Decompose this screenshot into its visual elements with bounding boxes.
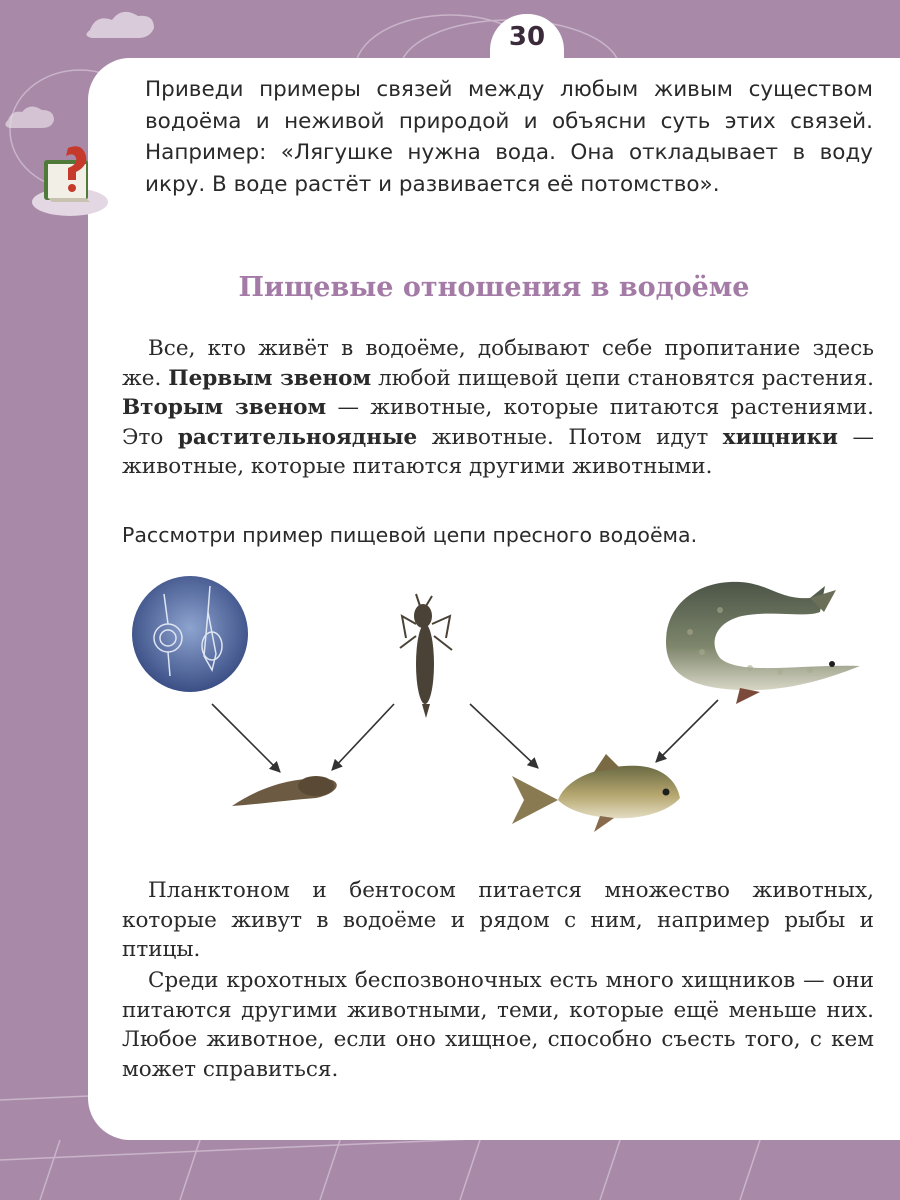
paragraph-predators: Среди крохотных беспозвоночных есть много хищников — они питаются другими животными, теми, которые ещё меньше них. Любое животное, если оно хищное, способно съесть того, с кем может справиться. [122, 968, 874, 1082]
arrow-pike-to-carp [656, 700, 718, 762]
page-number: 30 [508, 22, 546, 52]
arrow-larva-to-tadpole [332, 704, 394, 770]
task-text: Приведи примеры связей между любым живым существом водоёма и неживой природой и объясни суть этих связей. Например: «Лягушке нужна вода. Она откладывает в воду икру. В воде растёт и развивается её потомство». [145, 77, 873, 197]
bold-term-first-link: Первым звеном [168, 365, 372, 391]
text-run: — животные, которые питаются растениями. Это [122, 395, 874, 450]
question-book-icon [26, 140, 108, 218]
paragraph-food-chain-intro [122, 334, 874, 482]
plankton-image [132, 576, 248, 692]
bold-term-herbivores: растительноядные [177, 424, 418, 450]
text-run: животные. Потом идут [417, 424, 723, 450]
food-chain-illustration [120, 572, 880, 862]
tadpole-image [232, 776, 337, 806]
carp-image [512, 754, 680, 832]
text-run: Все, кто живёт в водоёме, добывают себе пропитание здесь же. [122, 336, 874, 391]
consider-instruction: Рассмотри пример пищевой цепи пресного водоёма. [122, 523, 698, 547]
bold-term-second-link: Вторым звеном [122, 395, 327, 420]
dragonfly-larva-image [400, 594, 452, 718]
arrow-larva-to-carp [470, 704, 538, 768]
pike-image [666, 582, 860, 704]
section-title: Пищевые отношения в водоёме [238, 272, 750, 303]
bold-term-predators: хищники [722, 424, 838, 450]
paragraph-plankton: Планктоном и бентосом питается множество животных, которые живут в водоёме и рядом с ним, например рыбы и птицы. [122, 878, 874, 962]
text-run: любой пищевой цепи становятся растения. [371, 365, 875, 391]
arrow-plankton-to-tadpole [212, 704, 280, 772]
text-run: — животные, которые питаются другими животными. [122, 424, 874, 479]
